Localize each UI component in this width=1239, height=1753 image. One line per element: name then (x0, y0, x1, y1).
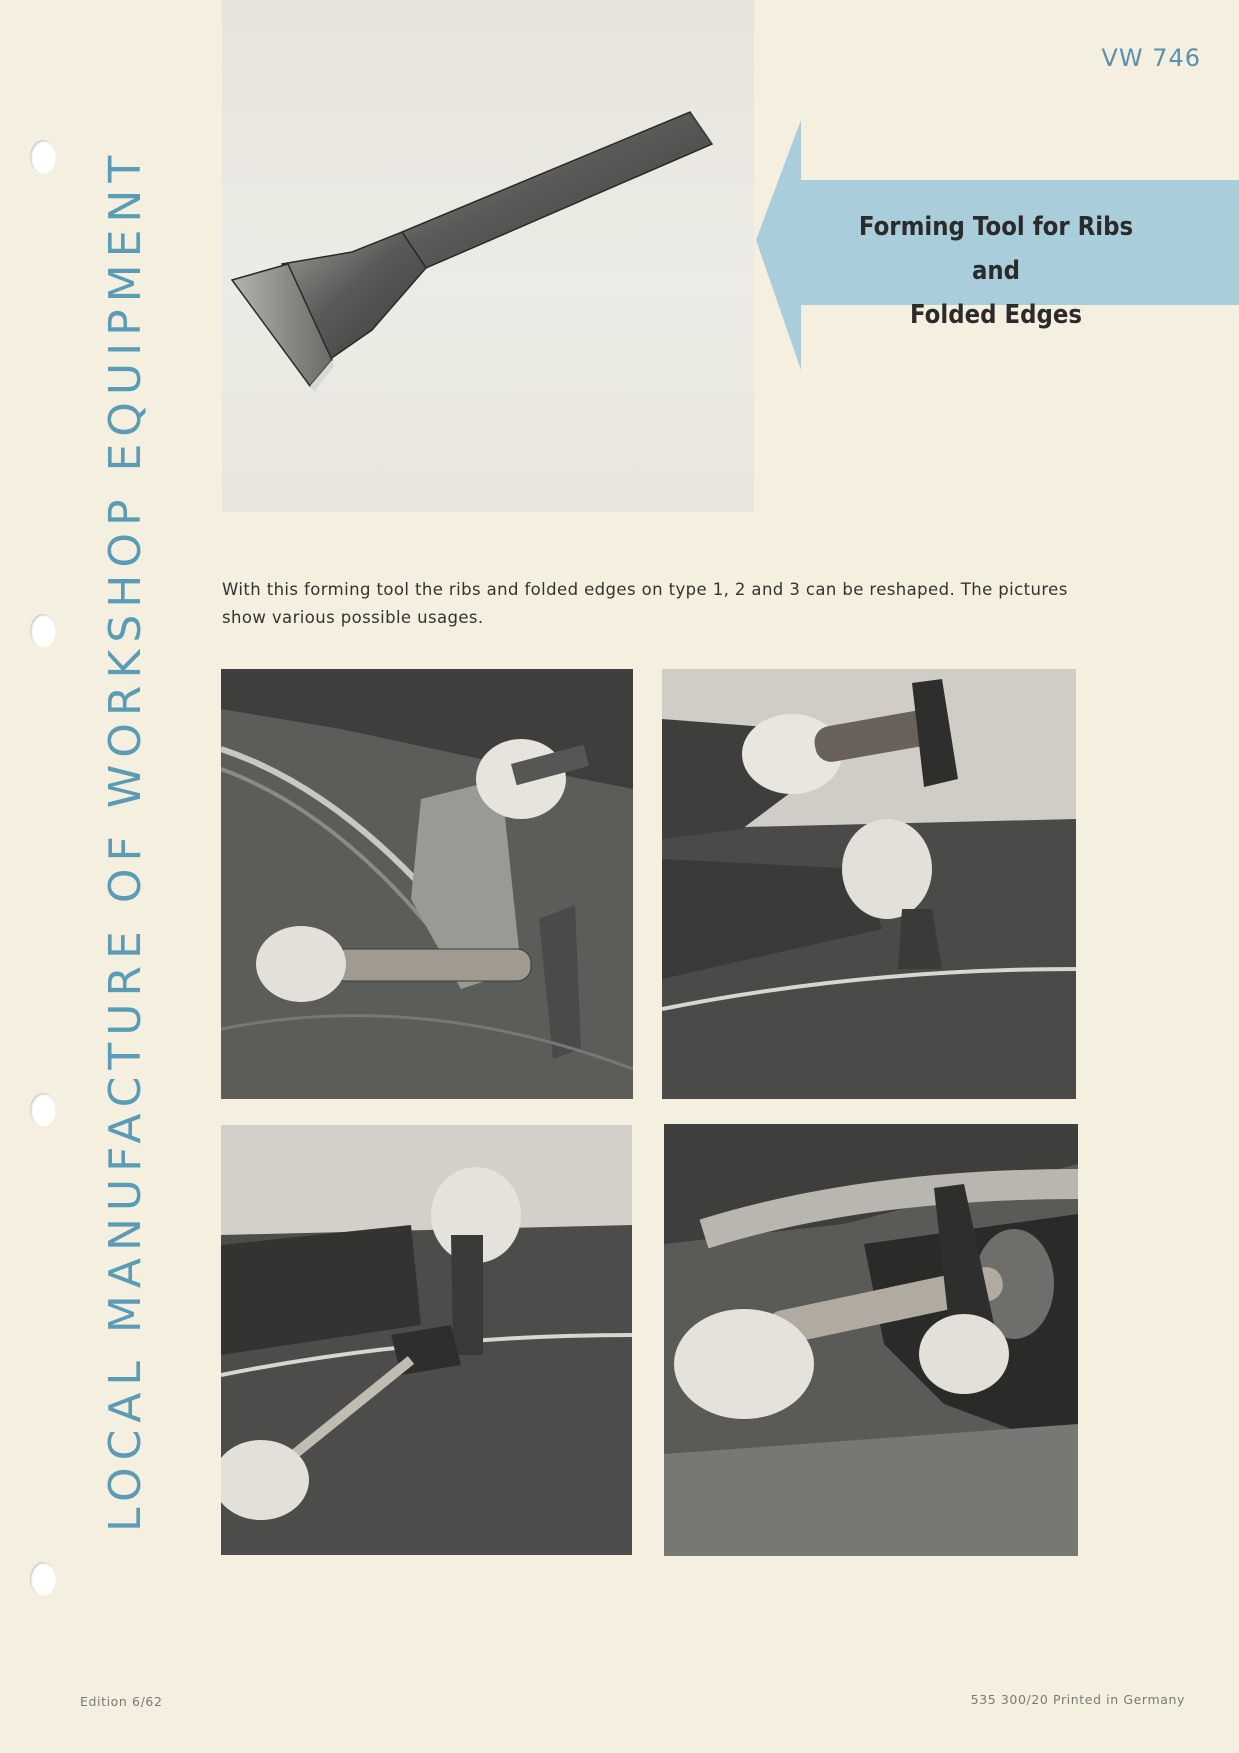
usage-photo-1 (221, 669, 633, 1099)
usage-photo-3 (221, 1125, 632, 1555)
forming-tool-photo (222, 0, 754, 512)
punch-hole (30, 1093, 56, 1127)
usage-photo-2 (662, 669, 1076, 1099)
punch-hole (30, 140, 56, 174)
description-paragraph: With this forming tool the ribs and folded edges on type 1, 2 and 3 can be reshaped. The pictures show various possible usages. (222, 580, 1068, 627)
print-info: 535 300/20 Printed in Germany (970, 1692, 1185, 1707)
punch-hole (30, 1562, 56, 1596)
punch-hole (30, 614, 56, 648)
tool-title-line-2: Folded Edges (909, 300, 1083, 330)
edition-note: Edition 6/62 (80, 1694, 163, 1709)
document-id: VW 746 (1101, 44, 1201, 72)
tool-title-line-1: Forming Tool for Ribs and (858, 212, 1134, 286)
usage-photo-4 (664, 1124, 1078, 1556)
vertical-section-title: LOCAL MANUFACTURE OF WORKSHOP EQUIPMENT (100, 148, 151, 1532)
tool-title (846, 205, 1145, 337)
